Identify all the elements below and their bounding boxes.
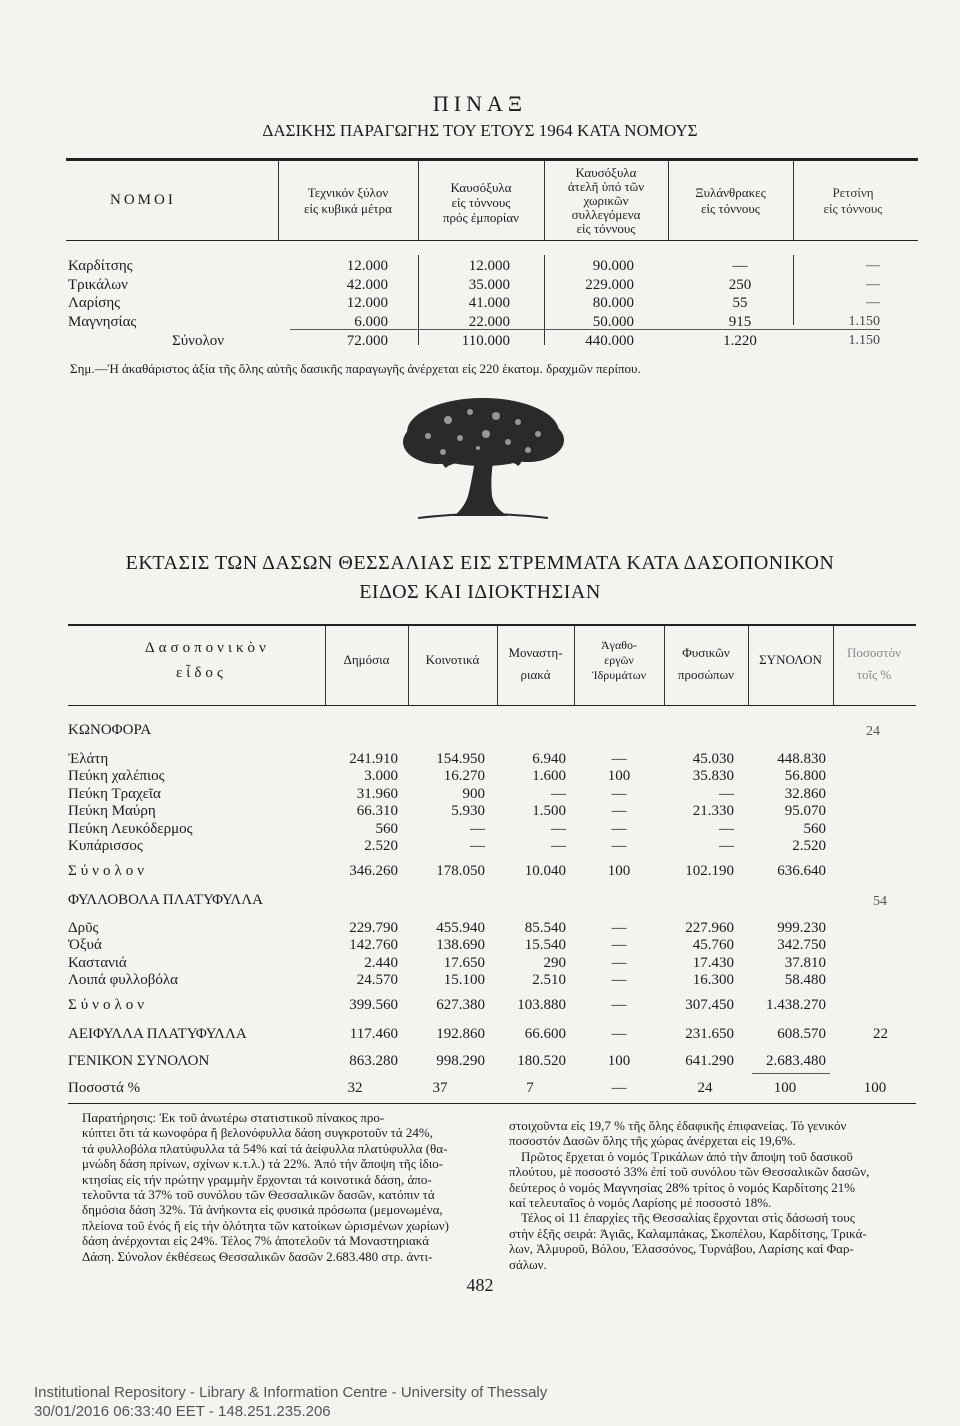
- table1-row-name: Λαρίσης: [68, 295, 121, 311]
- table2-cell: 7: [526, 1080, 534, 1096]
- repository-timestamp: 30/01/2016 06:33:40 EET - 148.251.235.206: [34, 1403, 331, 1420]
- table2-cell: 560: [803, 820, 826, 837]
- table2-header-private: Φυσικῶν: [682, 645, 730, 660]
- table2-cell: 229.790: [349, 920, 398, 936]
- table2-cell: 290: [543, 954, 566, 971]
- table2-cell: —: [551, 838, 566, 855]
- section-percent: 54: [873, 894, 887, 909]
- table2-cell: 1.500: [532, 803, 566, 820]
- table2-cell: —: [719, 838, 734, 855]
- table1-header-free-firewood-2: ἀτελῆ ὑπό τῶν: [567, 179, 645, 194]
- table1-top-rule-2: [66, 160, 918, 161]
- remark-line: τελοῦντα τά 37% τοῦ συνόλου τῶν Θεσσαλικῶν δασῶν, κατόπιν τά: [82, 1187, 435, 1203]
- table2-cell: —: [719, 785, 734, 802]
- table1-header-free-firewood-3: χωρικῶν: [583, 193, 629, 208]
- table2-cell: —: [611, 751, 627, 767]
- table1-col-divider: [793, 255, 794, 325]
- table1-header-free-firewood-5: εἰς τόννους: [576, 221, 636, 236]
- table1-header-charcoal: Ξυλάνθρακες: [695, 185, 766, 200]
- table1-cell: 90.000: [592, 258, 634, 274]
- table2-cell: 5.930: [451, 803, 485, 820]
- table2-cell: 180.520: [517, 1053, 566, 1069]
- table2-cell: 560: [375, 820, 398, 837]
- table2-header-total: ΣΥΝΟΛΟΝ: [759, 652, 822, 667]
- table2-row-name: Δρῦς: [68, 920, 99, 936]
- table1-header-rule: [66, 240, 918, 241]
- remark-line: στὴν ἑξῆς σειρά: Ἀγιᾶς, Καλαμπάκας, Σκοπέλου, Καρδίτσης, Τρικά-: [509, 1225, 867, 1241]
- table1-header-firewood: Καυσόξυλα: [450, 180, 512, 195]
- table1-header-free-firewood: Καυσόξυλα: [575, 165, 637, 180]
- table2-cell: —: [611, 1080, 627, 1096]
- table1-note: Σημ.—Ἡ ἀκαθάριστος ἀξία τῆς ὅλης αὐτῆς δασικῆς παραγωγῆς ἀνέρχεται εἰς 220 ἑκατομ. δραχμῶν περίπου.: [70, 361, 641, 376]
- table2-row-name: Πεύκη Τραχεῖα: [68, 785, 161, 802]
- table1-header-nomoi: ΝΟΜΟΙ: [110, 192, 176, 208]
- table2-cell: —: [611, 954, 627, 971]
- table2-cell: 2.440: [364, 954, 398, 971]
- remark-line: πλείονα τοῦ ἑνός ἤ εἰς τήν ὁλότητα τῶν κατοίκων ὡρισμένων χωρίων): [82, 1217, 449, 1233]
- table1-total-cell: 1.220: [723, 333, 757, 349]
- table2-cell: —: [611, 937, 627, 954]
- table2-cell: 24.570: [356, 971, 398, 988]
- table1-header-technical-wood-unit: εἰς κυβικά μέτρα: [304, 201, 392, 216]
- table1-total-cell: 110.000: [461, 333, 510, 349]
- section-title-line2: ΕΙΔΟΣ ΚΑΙ ΙΔΙΟΚΤΗΣΙΑΝ: [359, 581, 601, 603]
- table2-total-cell: 346.260: [349, 863, 398, 879]
- table2-row-name: Κυπάρισσος: [68, 838, 143, 855]
- table1-header-free-firewood-4: συλλεγόμενα: [571, 207, 641, 222]
- table2-header-kind-2: εἶδος: [176, 665, 227, 681]
- remark-line: δάση ἀνέρχονται εἰς 24%. Τέλος 7% ἀποτελοῦν τά Μοναστηριακά: [82, 1233, 430, 1249]
- table1-cell: —: [732, 258, 748, 274]
- table2-cell: 21.330: [692, 803, 734, 820]
- section-total-label: Σύνολον: [68, 863, 148, 879]
- table2-cell: 66.310: [356, 803, 398, 820]
- table2-header-percent: Ποσοστὸν: [846, 645, 901, 660]
- remark-line: κτησίας εἰς τήν πρώτην γραμμὴν ἔρχονται τά κοινοτικά δάση, ἀπο-: [82, 1171, 432, 1187]
- page-subtitle: ΔΑΣΙΚΗΣ ΠΑΡΑΓΩΓΗΣ ΤΟΥ ΕΤΟΥΣ 1964 ΚΑΤΑ ΝΟΜΟΥΣ: [262, 121, 698, 140]
- table2-cell: 2.683.480: [766, 1053, 826, 1069]
- table2-cell: 192.860: [436, 1026, 485, 1042]
- remark-line: κύπτει ὅτι τά κωνοφόρα ἤ βελονόφυλλα δάση συγκροτοῦν τά 24%,: [82, 1125, 433, 1141]
- remark-line: δεύτερος ὁ νομός Μαγνησίας 28% τρίτος ὁ νομός Καρδίτσης 21%: [509, 1179, 856, 1195]
- table2-total-cell: 307.450: [685, 997, 734, 1013]
- table1-cell: 42.000: [346, 276, 388, 293]
- table2-cell: 999.230: [777, 920, 826, 936]
- table1-header-firewood-trade: πρός ἐμπορίαν: [442, 210, 520, 225]
- table1-cell: 229.000: [585, 276, 634, 293]
- table2-cell: 66.600: [524, 1026, 566, 1042]
- table2-cell: 900: [462, 785, 485, 802]
- table1-header-resin-unit: εἰς τόννους: [823, 201, 883, 216]
- table2-total-cell: 178.050: [436, 863, 485, 879]
- grand-total-underline: [752, 1073, 830, 1074]
- table2-total-cell: 100: [607, 863, 631, 879]
- table2-cell: 56.800: [784, 768, 826, 785]
- table2-total-cell: 627.380: [436, 997, 485, 1013]
- table2-cell: —: [470, 820, 485, 837]
- table2-bottom-rule: [68, 1103, 916, 1104]
- remark-line: στοιχοῦντα εἰς 19,7 % τῆς ὅλης ἐδαφικῆς ἐπιφανείας. Τό γενικόν: [509, 1118, 847, 1133]
- table2-total-cell: 103.880: [517, 997, 566, 1013]
- table2-row-name: Πεύκη Λευκόδερμος: [68, 820, 193, 837]
- table2-cell: 24: [697, 1080, 713, 1096]
- table2-header-charitable: Ἀγαθο-: [601, 638, 637, 652]
- remark-line: Παρατήρησις: Ἐκ τοῦ ἀνωτέρω στατιστικοῦ πίνακος προ-: [82, 1110, 385, 1125]
- table2-cell: 342.750: [777, 937, 826, 954]
- table2-header-communal: Κοινοτικά: [425, 652, 480, 667]
- table2-header-charitable-2: εργῶν: [604, 653, 634, 667]
- table2-header-monastic-2: ριακά: [520, 667, 551, 682]
- table2-cell: 35.830: [692, 768, 734, 785]
- table2-cell: 17.430: [692, 954, 734, 971]
- table1-row-name: Μαγνησίας: [68, 313, 137, 330]
- table1-cell: 41.000: [468, 295, 510, 311]
- table2-cell: —: [611, 820, 627, 837]
- table2-top-rule: [68, 624, 916, 626]
- table1-header-resin: Ρετσίνη: [832, 185, 874, 200]
- table2-cell: 998.290: [436, 1053, 485, 1069]
- table2-cell: 117.460: [349, 1026, 398, 1042]
- section-percent: 24: [866, 724, 880, 739]
- table2-cell: 2.520: [364, 838, 398, 855]
- table2-row-name: Πεύκη Μαύρη: [68, 803, 156, 820]
- remark-line: σάλων.: [509, 1256, 547, 1272]
- table2-cell: 100: [607, 768, 631, 785]
- table1-total-cell: 72.000: [346, 333, 388, 349]
- table2-cell: 37: [432, 1080, 448, 1096]
- table2-cell: 15.100: [443, 971, 485, 988]
- table2-total-cell: 1.438.270: [766, 997, 826, 1013]
- table1-total-rule: [290, 329, 880, 330]
- table2-row-name: Πεύκη χαλέπιος: [68, 768, 165, 785]
- table1-cell: 12.000: [468, 258, 510, 274]
- remark-line: Δάση. Σύνολον ἐκθέσεως Θεσσαλικῶν δασῶν 2.683.480 στρ. ἀντι-: [82, 1248, 433, 1264]
- section-total-label: Σύνολον: [68, 997, 148, 1013]
- page-number: 482: [466, 1275, 494, 1295]
- table1-row-name: Τρικάλων: [68, 276, 128, 293]
- table2-cell: 15.540: [524, 937, 566, 954]
- table2-cell: 17.650: [443, 954, 485, 971]
- table2-cell: 22: [873, 1026, 888, 1042]
- table1-col-divider: [544, 255, 545, 345]
- table1-header-firewood-unit: εἰς τόννους: [451, 195, 511, 210]
- table2-cell: 16.270: [443, 768, 485, 785]
- remark-line: πλούτου, μὲ ποσοστό 33% ἐπί τοῦ συνόλου τῶν Θεσσαλικῶν δασῶν,: [509, 1164, 870, 1180]
- table2-cell: —: [611, 838, 627, 855]
- table2-cell: 100: [773, 1080, 797, 1096]
- remark-line: ποσοστόν Δασῶν ὅλης τῆς χώρας ἀνέρχεται εἰς 19,6%.: [509, 1133, 796, 1149]
- repository-footer: Institutional Repository - Library & Information Centre - University of Thessaly: [34, 1384, 548, 1401]
- table2-cell: 142.760: [349, 937, 398, 954]
- table2-row-name: Ὀξυά: [68, 937, 102, 954]
- table2-cell: 45.030: [692, 751, 734, 767]
- table2-cell: —: [470, 838, 485, 855]
- table2-cell: 138.690: [436, 937, 485, 954]
- table1-total-label: Σύνολον: [172, 333, 224, 349]
- remark-line: Πρῶτος ἔρχεται ὁ νομός Τρικάλων ἀπό τὴν ἄποψη τοῦ δασικοῦ: [521, 1148, 853, 1164]
- remark-line: μνώδη δάση πρίνων, σχίνων κ.τ.λ.) τά 22%. Ἀπό τήν ἄποψη τῆς ἰδιο-: [82, 1156, 444, 1172]
- table1-cell: —: [866, 276, 880, 292]
- table1-cell: 250: [728, 276, 752, 293]
- table2-cell: 100: [607, 1053, 631, 1069]
- grand-total-label: ΓΕΝΙΚΟΝ ΣΥΝΟΛΟΝ: [68, 1053, 210, 1069]
- table2-cell: 16.300: [692, 971, 734, 988]
- table2-cell: 85.540: [524, 920, 566, 936]
- table1-row-name: Καρδίτσης: [68, 258, 133, 274]
- evergreen-label: ΑΕΙΦΥΛΛΑ ΠΛΑΤΥΦΥΛΛΑ: [68, 1026, 247, 1042]
- table2-row-name: Ἐλάτη: [68, 751, 109, 767]
- percentages-label: Ποσοστά %: [68, 1080, 141, 1096]
- table1-cell: 1.150: [848, 313, 880, 329]
- table1-col-divider: [418, 255, 419, 345]
- remarks-right-column: [509, 1118, 909, 1272]
- table2-cell: —: [611, 803, 627, 820]
- table2-total-cell: 636.640: [777, 863, 826, 879]
- table2-total-cell: 399.560: [349, 997, 398, 1013]
- table2-cell: —: [611, 971, 627, 988]
- remark-line: τά φυλλοβόλα πλατύφυλλα τά 54% καί τά ἀείφυλλα πλατύφυλλα (θα-: [82, 1140, 448, 1156]
- table2-header-charitable-3: Ἱδρυμάτων: [591, 668, 647, 682]
- table2-cell: 3.000: [364, 768, 398, 785]
- table2-cell: —: [719, 820, 734, 837]
- table2-cell: —: [551, 785, 566, 802]
- table2-cell: 241.910: [349, 751, 398, 767]
- table2-cell: 641.290: [685, 1053, 734, 1069]
- table1-cell: 12.000: [346, 258, 388, 274]
- table2-header-percent-2: τοῖς %: [856, 667, 892, 682]
- table2-cell: 58.480: [784, 971, 826, 988]
- tree-illustration: [398, 392, 568, 524]
- section-title-line1: ΕΚΤΑΣΙΣ ΤΩΝ ΔΑΣΩΝ ΘΕΣΣΑΛΙΑΣ ΕΙΣ ΣΤΡΕΜΜΑΤΑ ΚΑΤΑ ΔΑΣΟΠΟΝΙΚΟΝ: [125, 552, 835, 574]
- table2-header-kind: Δασοπονικὸν: [145, 640, 270, 656]
- table1-cell: 80.000: [592, 295, 634, 311]
- table2-cell: 227.960: [685, 920, 734, 936]
- table1-header-charcoal-unit: εἰς τόννους: [701, 201, 760, 216]
- table2-cell: 45.760: [692, 937, 734, 954]
- table2-cell: 608.570: [777, 1026, 826, 1042]
- table2-header-public: Δημόσια: [343, 652, 390, 667]
- table2-total-cell: —: [611, 997, 627, 1013]
- table2-cell: —: [611, 785, 627, 802]
- table1-header-technical-wood: Τεχνικόν ξύλον: [307, 185, 389, 200]
- table2-cell: 455.940: [436, 920, 485, 936]
- table1-cell: 915: [728, 313, 752, 330]
- table2-cell: 2.520: [792, 838, 826, 855]
- remark-line: καί τελευταῖος ὁ νομός Λαρίσης μέ ποσοστό 18%.: [509, 1195, 772, 1211]
- table1-cell: —: [866, 295, 880, 310]
- table2-row-name: Λοιπά φυλλοβόλα: [68, 971, 178, 988]
- table2-cell: 31.960: [356, 785, 398, 802]
- table2-cell: 32: [347, 1080, 363, 1096]
- table1-cell: —: [866, 258, 880, 273]
- section-heading-conifers: ΚΩΝΟΦΟΡΑ: [68, 722, 152, 738]
- table2-row-name: Καστανιά: [68, 954, 127, 971]
- remark-line: Τέλος οἱ 11 ἐπαρχίες τῆς Θεσσαλίας ἔρχονται στὶς δάσωσή τους: [521, 1210, 855, 1226]
- table1-cell: 55: [732, 295, 748, 311]
- table1-cell: 12.000: [346, 295, 388, 311]
- remark-line: λων, Ἁλμυροῦ, Βόλου, Ἐλασσόνος, Τυρνάβου, Λαρίσης καί Φαρ-: [509, 1241, 854, 1257]
- table1-cell: 50.000: [592, 313, 634, 330]
- table1-cell: 6.000: [354, 313, 388, 330]
- table2-cell: —: [611, 920, 627, 936]
- table2-header-rule: [68, 705, 916, 706]
- table1-total-cell: 440.000: [585, 333, 634, 349]
- table2-cell: 154.950: [436, 751, 485, 767]
- table2-cell: 100: [863, 1080, 887, 1096]
- table2-cell: 448.830: [777, 751, 826, 767]
- remarks-left-column: [82, 1110, 477, 1264]
- table2-header-private-2: προσώπων: [677, 667, 735, 682]
- page-title: ΠΙΝΑΞ: [432, 91, 528, 116]
- table2-total-cell: 10.040: [524, 863, 566, 879]
- table1-cell: 35.000: [468, 276, 510, 293]
- table2-cell: 231.650: [685, 1026, 734, 1042]
- table2-cell: 37.810: [784, 954, 826, 971]
- remark-line: δημόσια δάση 32%. Τά ἀνήκοντα εἰς φυσικά πρόσωπα (μεμονωμένα,: [82, 1202, 443, 1218]
- table2-cell: 95.070: [784, 803, 826, 820]
- table2-cell: 2.510: [532, 971, 566, 988]
- table2-header-monastic: Μοναστη-: [508, 645, 563, 660]
- table2-cell: 6.940: [532, 751, 566, 767]
- table2-total-cell: 102.190: [685, 863, 734, 879]
- section-heading-deciduous: ΦΥΛΛΟΒΟΛΑ ΠΛΑΤΥΦΥΛΛΑ: [68, 892, 263, 908]
- table2-cell: 1.600: [532, 768, 566, 785]
- table2-cell: —: [611, 1026, 627, 1042]
- table1-cell: 22.000: [468, 313, 510, 330]
- table1-total-cell: 1.150: [848, 333, 880, 348]
- table2-cell: —: [551, 820, 566, 837]
- table2-cell: 863.280: [349, 1053, 398, 1069]
- table2-cell: 32.860: [784, 785, 826, 802]
